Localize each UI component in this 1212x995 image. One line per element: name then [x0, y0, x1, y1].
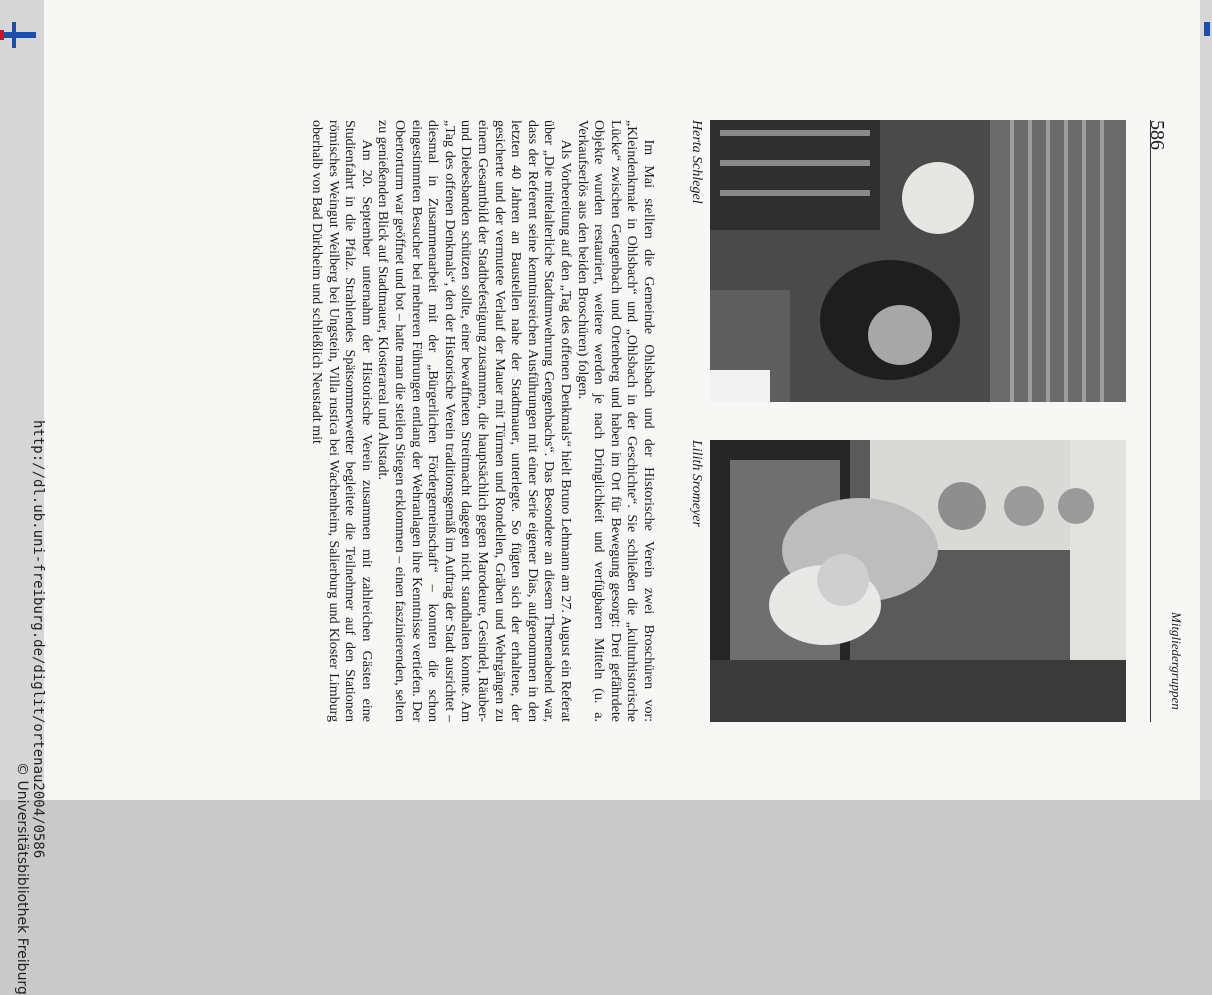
caption-herta-schlegel: Herta Schlegel [689, 120, 704, 204]
right-margin-strip [1200, 0, 1212, 800]
caption-lilith-sromeyer: Lilith Sromeyer [689, 440, 704, 527]
paragraph: Am 20. September unternahm der Historische Verein zusammen mit zahlreichen Gästen eine Studienfahrt in die Pfalz. Strahlendes Spätsommerwetter begleitete die Teilnehmer auf den Stationen römisches Weingut Weilberg bei Ungstein, Villa rustica bei Wachenheim, Salierburg und Kloster Limburg oberhalb von Bad Dürkheim und schließlich Neustadt mit [309, 120, 374, 722]
scan-marker-icon [0, 22, 36, 48]
page-number: 586 [1146, 120, 1168, 150]
body-text [308, 120, 656, 722]
source-url-link[interactable]: http://dl.ub.uni-freiburg.de/diglit/ortenau2004/0586 [30, 420, 46, 859]
photo-herta-schlegel [710, 120, 1126, 402]
section-label: Mitgliedergruppen [1169, 612, 1184, 710]
scan-marker-right-icon [1204, 22, 1210, 36]
paragraph: Im Mai stellten die Gemeinde Ohlsbach und der Historische Verein zwei Broschüren vor: „Kleindenkmale in Ohlsbach“ und „Ohlsbach in der Geschichte“. Sie schließen die „kulturhistorische Lücke“ zwischen Gengenbach und Ortenberg und haben im Ort für Bewegung gesorgt: Drei gefährdete Objekte wurden restauriert, weitere werden je nach Dringlichkeit und verfügbaren Mitteln (u. a. Verkaufserlös aus den beiden Broschüren) folgen. [574, 120, 656, 722]
header-rule [1150, 120, 1151, 722]
scanned-page [44, 0, 1200, 800]
photo-lilith-sromeyer [710, 440, 1126, 722]
copyright-notice: © Universitätsbibliothek Freiburg [14, 762, 30, 995]
paragraph: Als Vorbereitung auf den „Tag des offenen Denkmals“ hielt Bruno Lehmann am 27. August ein Referat über „Die mittelalterliche Stadtumwehrung Gengenbachs“. Das Besondere an diesem Themenabend war, dass der Referent seine kenntnisreichen Ausführungen mit einer Serie eigener Dias, aufgenommen in den letzten 40 Jahren an Baustellen nahe der Stadtmauer, unterlegte. So fügten sich der erhaltene, der gesicherte und der vermutete Verlauf der Mauer mit Türmen und Rondellen, Gräben und Wehrgängen zu einem Gesamtbild der Stadtbefestigung zusammen, die hauptsächlich gegen Marodeure, Gesindel, Räuber- und Diebesbanden schützen sollte, einer bewaffneten Streitmacht dagegen nicht standhalten konnte. Am „Tag des offenen Denkmals“, den der Historische Verein traditionsgemäß im Auftrag der Stadt ausrichtet – diesmal in Zusammenarbeit mit der „Bürgerlichen Fördergemeinschaft“ – konnten die schon eingestimmten Besucher bei mehreren Führungen entlang der Wehranlagen ihre Kenntnisse vertiefen. Der Obertorturm war geöffnet und bot – hatte man die steilen Stiegen erklommen – einen faszinierenden, selten zu genießenden Blick auf Stadtmauer, Klosterareal und Altstadt. [375, 120, 574, 722]
